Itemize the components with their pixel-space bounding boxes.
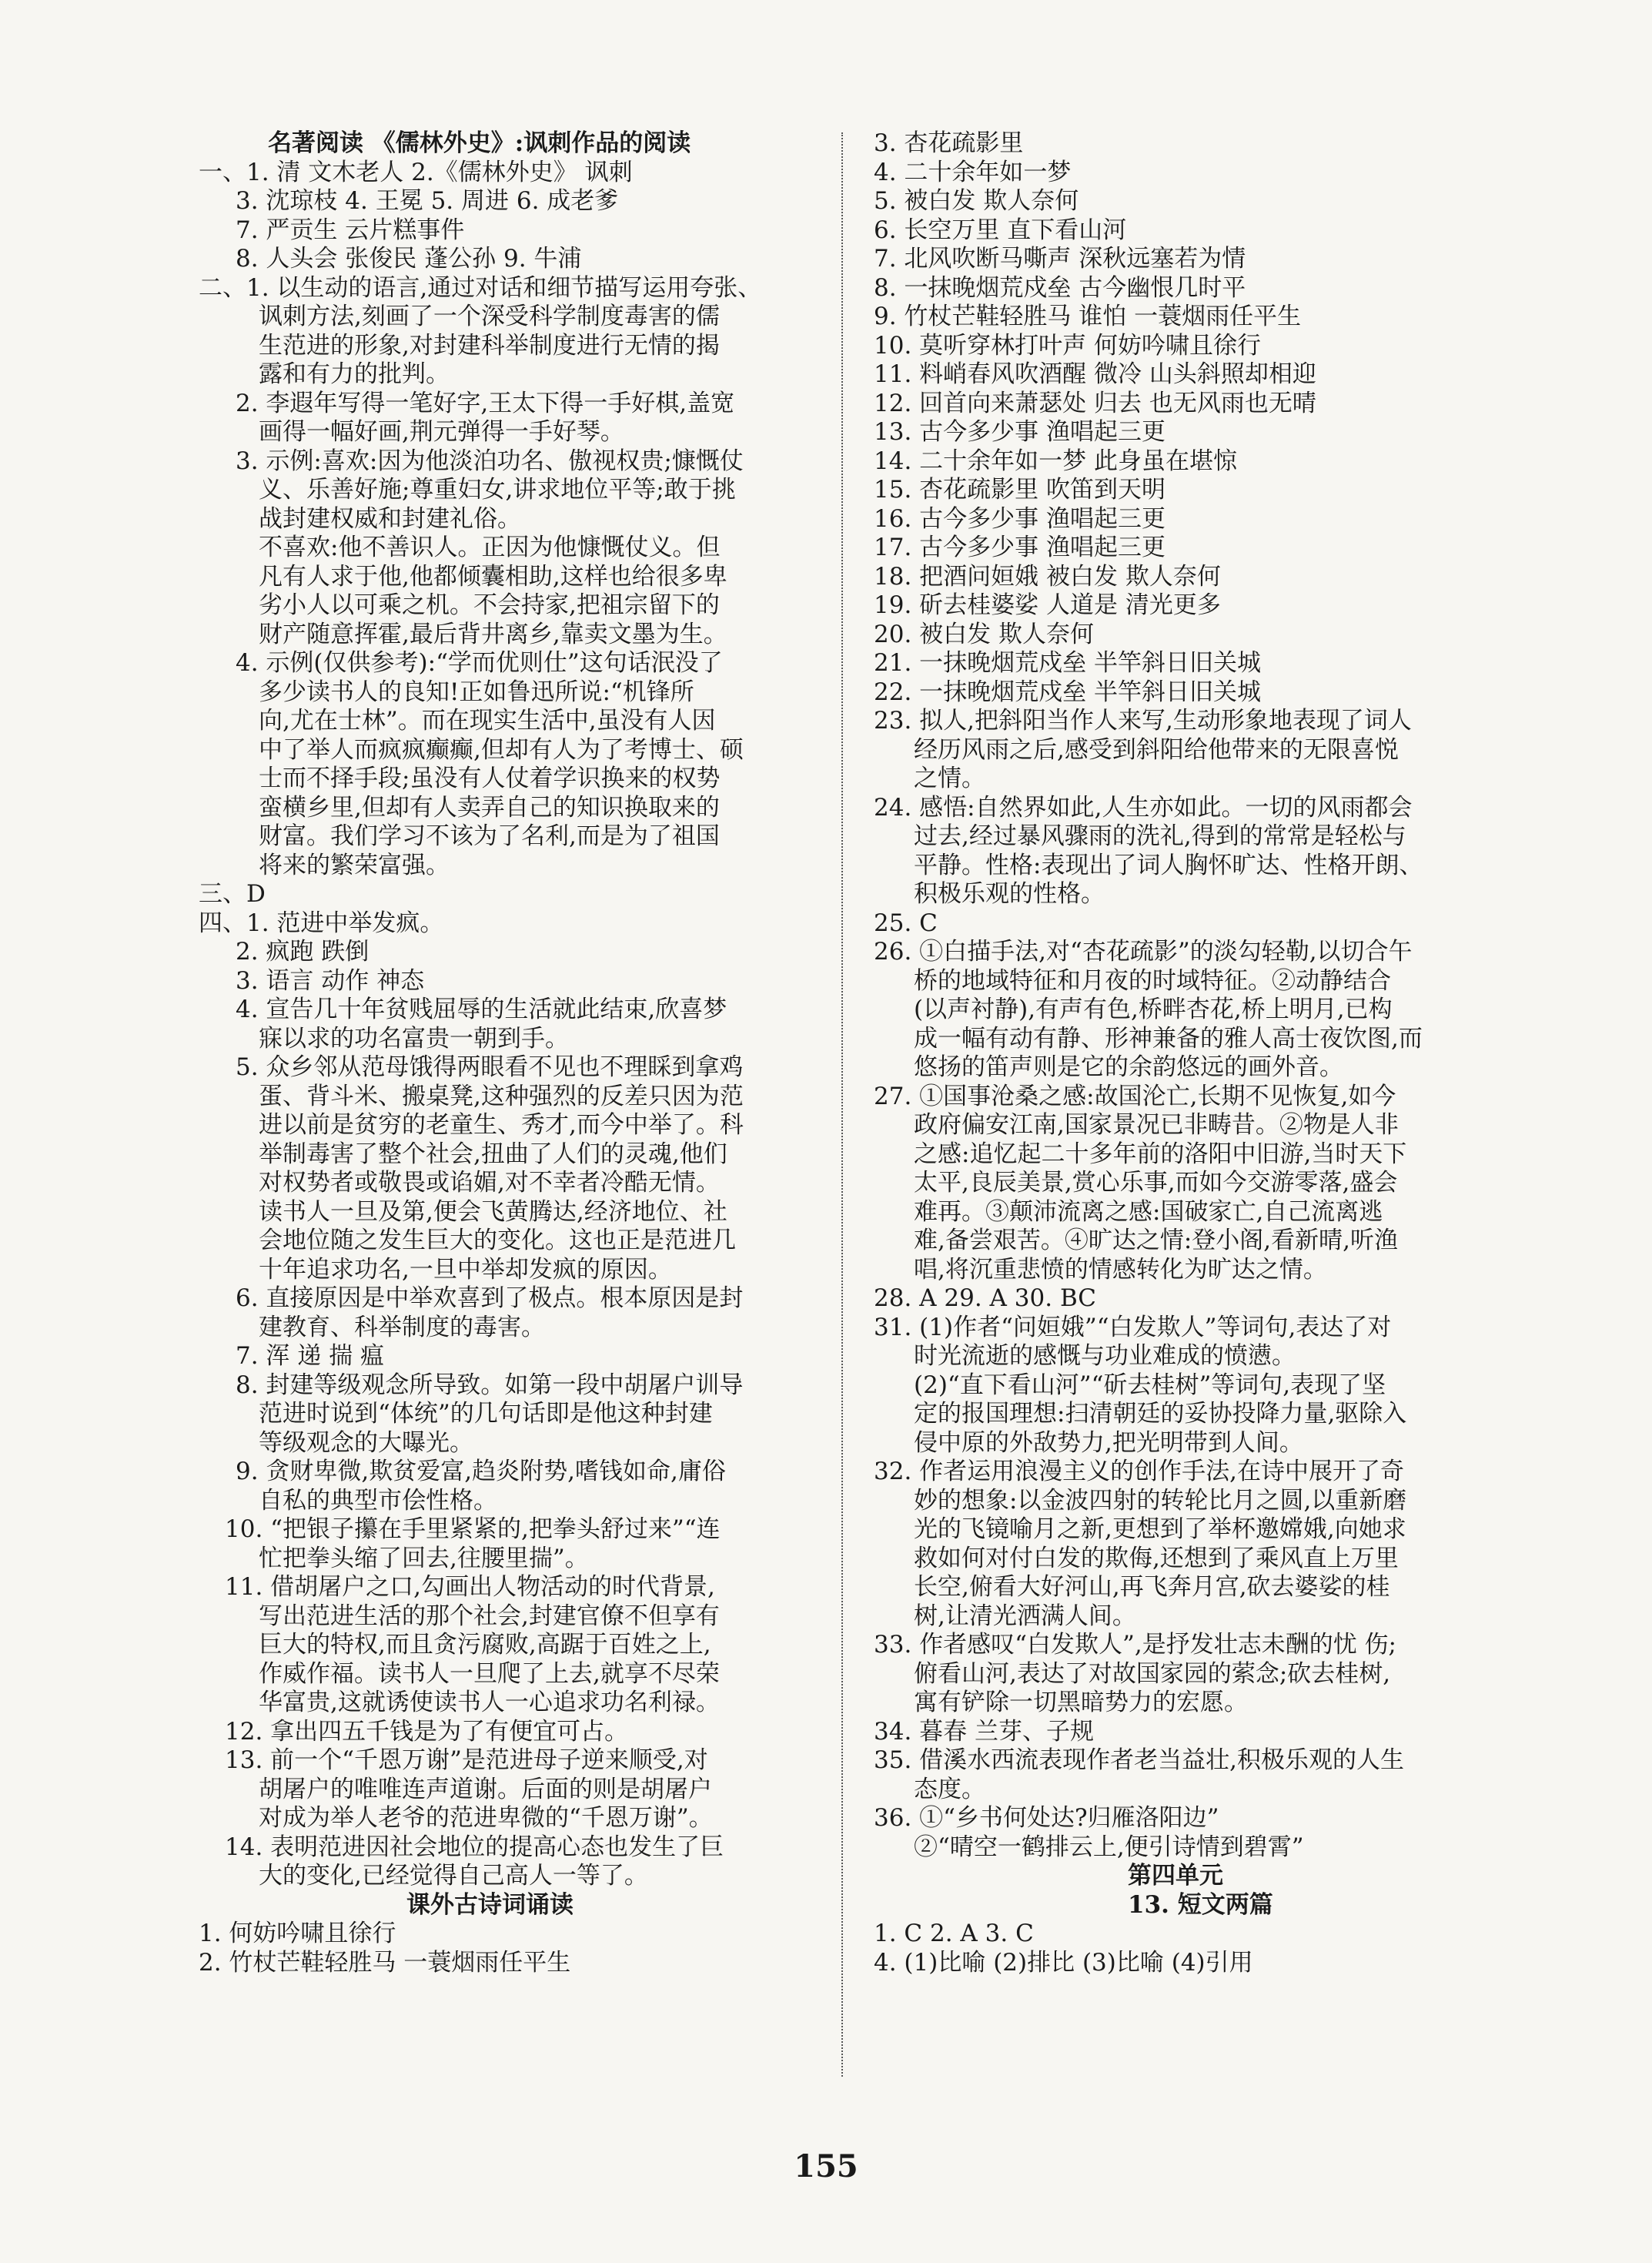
answer-line: 32. 作者运用浪漫主义的创作手法,在诗中展开了奇: [874, 1458, 1405, 1485]
answer-line: 3. 杏花疏影里: [874, 129, 1024, 157]
answer-line: 34. 暮春 兰芽、子规: [874, 1717, 1095, 1746]
right-column: [874, 129, 1513, 1977]
answer-line: 10. 莫听穿林打叶声 何妨吟啸且徐行: [874, 331, 1262, 360]
answer-line: 生范进的形象,对封建科举制度进行无情的揭: [259, 331, 720, 360]
answer-line: 5. 被白发 欺人奈何: [874, 187, 1079, 215]
answer-line: 自私的典型市侩性格。: [259, 1486, 497, 1515]
answer-line: 凡有人求于他,他都倾囊相助,这样也给很多卑: [259, 562, 727, 591]
answer-line: 33. 作者感叹“白发欺人”,是抒发壮志未酬的忧 伤;: [874, 1631, 1397, 1659]
answer-line: 23. 拟人,把斜阳当作人来写,生动形象地表现了词人: [874, 707, 1412, 735]
answer-line: 13. 古今多少事 渔唱起三更: [874, 418, 1166, 446]
answer-line: 14. 表明范进因社会地位的提高心态也发生了巨: [225, 1833, 724, 1861]
answer-line: 桥的地域特征和月夜的时域特征。②动静结合: [914, 966, 1391, 995]
answer-line: 财产随意挥霍,最后背井离乡,靠卖文墨为生。: [259, 620, 727, 648]
answer-line: 悠扬的笛声则是它的余韵悠远的画外音。: [914, 1053, 1343, 1081]
answer-line: 侵中原的外敌势力,把光明带到人间。: [914, 1428, 1303, 1457]
answer-line: 唱,将沉重悲愤的情感转化为旷达之情。: [914, 1255, 1327, 1284]
column-divider: [841, 132, 843, 2077]
answer-line: 对权势者或敬畏或谄媚,对不幸者冷酷无情。: [259, 1169, 720, 1197]
answer-line: 难,备尝艰苦。④旷达之情:登小阁,看新晴,听渔: [914, 1227, 1399, 1254]
answer-line: 过去,经过暴风骤雨的洗礼,得到的常常是轻松与: [914, 822, 1406, 850]
answer-line: 4. (1)比喻 (2)排比 (3)比喻 (4)引用: [874, 1948, 1253, 1977]
answer-line: 成一幅有动有静、形神兼备的雅人高士夜饮图,而: [914, 1024, 1423, 1053]
answer-line: 战封建权威和封建礼俗。: [259, 504, 521, 533]
answer-line: 14. 二十余年如一梦 此身虽在堪惊: [874, 447, 1238, 475]
answer-line: 10. “把银子攥在手里紧紧的,把拳头舒过来”“连: [225, 1515, 721, 1543]
answer-line: 举制毒害了整个社会,扭曲了人们的灵魂,他们: [259, 1140, 727, 1168]
answer-line: ②“晴空一鹤排云上,便引诗情到碧霄”: [914, 1833, 1304, 1861]
answer-line: 进以前是贫穷的老童生、秀才,而今中举了。科: [259, 1111, 744, 1139]
answer-line: 长空,俯看大好河山,再飞奔月宫,砍去婆娑的桂: [914, 1573, 1390, 1601]
answer-line: 2. 疯跑 跌倒: [236, 938, 370, 966]
answer-line: 巨大的特权,而且贪污腐败,高踞于百姓之上,: [259, 1631, 711, 1659]
answer-line: 华富贵,这就诱使读书人一心追求功名利禄。: [259, 1689, 720, 1716]
answer-line: 之感:追忆起二十多年前的洛阳中旧游,当时天下: [914, 1140, 1407, 1168]
answer-line: 27. ①国事沧桑之感:故国沦亡,长期不见恢复,如今: [874, 1082, 1396, 1110]
answer-line: 救如何对付白发的欺侮,还想到了乘风直上万里: [914, 1544, 1399, 1572]
answer-line: 1. C 2. A 3. C: [874, 1920, 1034, 1947]
answer-line: 24. 感悟:自然界如此,人生亦如此。一切的风雨都会: [874, 793, 1413, 822]
answer-line: 会地位随之发生巨大的变化。这也正是范进几: [259, 1227, 736, 1254]
answer-line: 对成为举人老爷的范进卑微的“千恩万谢”。: [259, 1804, 713, 1832]
answer-line: 12. 拿出四五千钱是为了有便宜可占。: [225, 1717, 629, 1746]
answer-line: 6. 直接原因是中举欢喜到了极点。根本原因是封: [236, 1284, 744, 1312]
answer-line: 5. 众乡邻从范母饿得两眼看不见也不理睬到拿鸡: [236, 1053, 744, 1081]
answer-line: 16. 古今多少事 渔唱起三更: [874, 504, 1166, 533]
answer-line: 俯看山河,表达了对故国家园的萦念;砍去桂树,: [914, 1659, 1391, 1688]
answer-line: 平静。性格:表现出了词人胸怀旷达、性格开朗、: [914, 851, 1423, 879]
answer-line: 26. ①白描手法,对“杏花疏影”的淡勾轻勒,以切合午: [874, 938, 1413, 966]
answer-line: 9. 贪财卑微,欺贫爱富,趋炎附势,嗜钱如命,庸俗: [236, 1458, 726, 1485]
answer-line: 胡屠户的唯唯连声道谢。后面的则是胡屠户: [259, 1775, 712, 1803]
answer-line: 36. ①“乡书何处达?归雁洛阳边”: [874, 1804, 1219, 1832]
answer-line: 15. 杏花疏影里 吹笛到天明: [874, 476, 1166, 504]
answer-line: 时光流逝的感慨与功业难成的愤懑。: [914, 1342, 1296, 1370]
answer-line: 多少读书人的良知!正如鲁迅所说:“机锋所: [259, 678, 694, 706]
answer-line: 讽刺方法,刻画了一个深受科学制度毒害的儒: [259, 303, 720, 330]
answer-line: 7. 严贡生 云片糕事件: [236, 216, 465, 244]
answer-line: 大的变化,已经觉得自己高人一等了。: [259, 1862, 648, 1890]
answer-line: (2)“直下看山河”“斫去桂树”等词句,表现了坚: [914, 1371, 1386, 1399]
answer-line: 4. 示例(仅供参考):“学而优则仕”这句话泯没了: [236, 649, 723, 677]
answer-line: 寐以求的功名富贵一朝到手。: [259, 1024, 569, 1053]
answer-line: 作威作福。读书人一旦爬了上去,就享不尽荣: [259, 1659, 720, 1688]
answer-line: 读书人一旦及第,便会飞黄腾达,经济地位、社: [259, 1197, 727, 1226]
answer-line: 19. 斫去桂婆娑 人道是 清光更多: [874, 591, 1221, 619]
answer-line: 8. 封建等级观念所导致。如第一段中胡屠户训导: [236, 1371, 744, 1399]
answer-line: 7. 北风吹断马嘶声 深秋远塞若为情: [874, 245, 1246, 273]
answer-line: 建教育、科举制度的毒害。: [259, 1313, 545, 1341]
answer-line: 将来的繁荣富强。: [259, 851, 450, 879]
answer-line: 树,让清光洒满人间。: [914, 1602, 1136, 1630]
section-heading: 名著阅读 《儒林外史》:讽刺作品的阅读: [268, 129, 691, 157]
answer-line: 2. 竹杖芒鞋轻胜马 一蓑烟雨任平生: [199, 1948, 571, 1977]
answer-line: 22. 一抹晚烟荒戍垒 半竿斜日旧关城: [874, 678, 1262, 706]
section-heading: 第四单元: [1128, 1862, 1223, 1890]
answer-line: 2. 李遐年写得一笔好字,王太下得一手好棋,盖宽: [236, 389, 735, 417]
answer-line: 劣小人以可乘之机。不会持家,把祖宗留下的: [259, 591, 720, 619]
answer-line: 13. 前一个“千恩万谢”是范进母子逆来顺受,对: [225, 1746, 708, 1774]
answer-line: 不喜欢:他不善识人。正因为他慷慨仗义。但: [259, 534, 721, 561]
answer-line: 25. C: [874, 909, 938, 937]
answer-line: 露和有力的批判。: [259, 360, 450, 388]
answer-line: 四、1. 范进中举发疯。: [199, 909, 444, 937]
answer-line: 寓有铲除一切黑暗势力的宏愿。: [914, 1689, 1248, 1716]
answer-line: 十年追求功名,一旦中举却发疯的原因。: [259, 1255, 672, 1284]
answer-line: 积极乐观的性格。: [914, 880, 1105, 908]
answer-line: 向,尤在士林”。而在现实生活中,虽没有人因: [259, 707, 716, 735]
answer-line: 3. 语言 动作 神态: [236, 966, 425, 995]
answer-line: 18. 把酒问姮娥 被白发 欺人奈何: [874, 562, 1221, 591]
answer-line: 一、1. 清 文木老人 2.《儒林外史》 讽刺: [199, 158, 633, 186]
answer-line: 3. 示例:喜欢:因为他淡泊功名、傲视权贵;慷慨仗: [236, 447, 744, 475]
answer-line: 忙把拳头缩了回去,往腰里揣”。: [259, 1544, 589, 1572]
answer-line: 光的飞镜喻月之新,更想到了举杯邀嫦娥,向她求: [914, 1515, 1406, 1543]
section-heading: 课外古诗词诵读: [406, 1890, 574, 1919]
answer-line: 12. 回首向来萧瑟处 归去 也无风雨也无晴: [874, 389, 1316, 417]
answer-line: 定的报国理想:扫清朝廷的妥协投降力量,驱除入: [914, 1400, 1407, 1428]
answer-line: 4. 二十余年如一梦: [874, 158, 1072, 186]
answer-line: 3. 沈琼枝 4. 王冕 5. 周进 6. 成老爹: [236, 187, 619, 215]
answer-line: 17. 古今多少事 渔唱起三更: [874, 534, 1166, 561]
answer-line: 蛋、背斗米、搬桌凳,这种强烈的反差只因为范: [259, 1082, 744, 1110]
answer-line: 难再。③颠沛流离之感:国破家亡,自己流离逃: [914, 1197, 1383, 1226]
answer-line: 三、D: [199, 880, 266, 908]
left-column: [199, 129, 830, 1977]
answer-line: 义、乐善好施;尊重妇女,讲求地位平等;敢于挑: [259, 476, 736, 504]
answer-line: 4. 宣告几十年贫贱屈辱的生活就此结束,欣喜梦: [236, 996, 727, 1023]
answer-line: 士而不择手段;虽没有人仗着学识换来的权势: [259, 765, 721, 792]
answer-line: 28. A 29. A 30. BC: [874, 1284, 1097, 1312]
answer-line: 21. 一抹晚烟荒戍垒 半竿斜日旧关城: [874, 649, 1262, 677]
answer-line: 二、1. 以生动的语言,通过对话和细节描写运用夸张、: [199, 273, 762, 302]
answer-line: (以声衬静),有声有色,桥畔杏花,桥上明月,已构: [914, 996, 1393, 1023]
answer-line: 态度。: [914, 1775, 985, 1803]
answer-line: 9. 竹杖芒鞋轻胜马 谁怕 一蓑烟雨任平生: [874, 303, 1302, 330]
answer-line: 8. 人头会 张俊民 蓬公孙 9. 牛浦: [236, 245, 582, 273]
answer-line: 1. 何妨吟啸且徐行: [199, 1920, 396, 1947]
answer-line: 蛮横乡里,但却有人卖弄自己的知识换取来的: [259, 793, 720, 822]
answer-line: 政府偏安江南,国家景况已非畴昔。②物是人非: [914, 1111, 1399, 1139]
answer-line: 太平,良辰美景,赏心乐事,而如今交游零落,盛会: [914, 1169, 1398, 1197]
answer-line: 妙的想象:以金波四射的转轮比月之圆,以重新磨: [914, 1486, 1407, 1515]
answer-line: 31. (1)作者“问姮娥”“白发欺人”等词句,表达了对: [874, 1313, 1392, 1341]
answer-line: 之情。: [914, 765, 985, 792]
answer-line: 财富。我们学习不该为了名利,而是为了祖国: [259, 822, 720, 850]
answer-line: 8. 一抹晚烟荒戍垒 古今幽恨几时平: [874, 273, 1246, 302]
section-heading: 13. 短文两篇: [1128, 1890, 1273, 1919]
answer-line: 经历风雨之后,感受到斜阳给他带来的无限喜悦: [914, 735, 1399, 764]
page-number: 155: [794, 2148, 858, 2184]
answer-line: 画得一幅好画,荆元弹得一手好琴。: [259, 418, 624, 446]
answer-line: 中了举人而疯疯癫癫,但却有人为了考博士、硕: [259, 735, 744, 764]
answer-line: 7. 浑 递 揣 瘟: [236, 1342, 384, 1370]
answer-line: 11. 借胡屠户之口,勾画出人物活动的时代背景,: [225, 1573, 715, 1601]
answer-line: 写出范进生活的那个社会,封建官僚不但享有: [259, 1602, 720, 1630]
answer-line: 11. 料峭春风吹酒醒 微冷 山头斜照却相迎: [874, 360, 1316, 388]
answer-line: 范进时说到“体统”的几句话即是他这种封建: [259, 1400, 713, 1428]
answer-line: 6. 长空万里 直下看山河: [874, 216, 1127, 244]
answer-line: 等级观念的大曝光。: [259, 1428, 473, 1457]
answer-line: 20. 被白发 欺人奈何: [874, 620, 1095, 648]
answer-line: 35. 借溪水西流表现作者老当益壮,积极乐观的人生: [874, 1746, 1405, 1774]
